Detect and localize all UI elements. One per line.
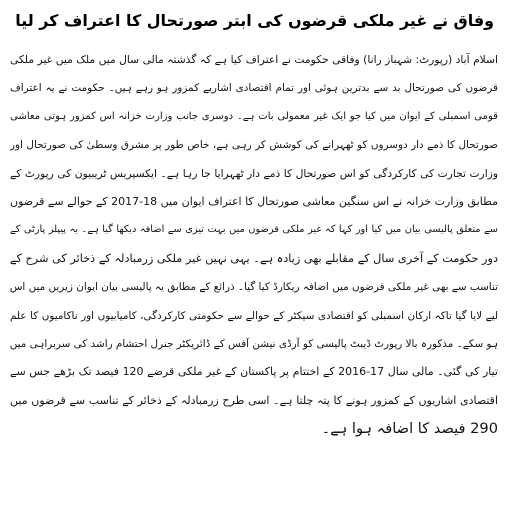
article-body [10,46,498,443]
body-line: سے متعلق پالیسی بیان میں کیا اور کہا کہ غیر ملکی قرضوں میں بہت تیزی سے اضافہ دیکھا گیا ہے۔ یہ پیپلز پارٹی کے [10,224,498,236]
body-line: قومی اسمبلی کے ایوان میں کیا جو ایک غیر معمولی بات ہے۔ دوسری جانب وزارت خزانہ اس کمزور ہوتی معاشی [10,110,498,122]
body-line: 290 فیصد کا اضافہ ہوا ہے۔ [321,420,498,438]
body-line: تیار کی گئی۔ مالی سال 17-2016 کے اختتام پر پاکستان کے غیر ملکی قرضے 120 فیصد تک بڑھے جس سے [10,365,498,379]
body-line: اسلام آباد (رپورٹ: شہباز رانا) وفاقی حکومت نے اعتراف کیا ہے کہ گذشتہ مالی سال میں ملک میں غیر ملکی [10,53,498,66]
body-line: ہو سکے۔ مذکورہ بالا رپورٹ ڈیبٹ پالیسی کو آرڈی نیشن آفس کے ڈائریکٹر جنرل احتشام راشد کی سربراہی میں [10,337,498,350]
body-line: وزارت تجارت کی کارکردگی کو اس صورتحال کا ذمے دار ٹھہرایا جا رہا ہے۔ ایکسپریس ٹریبیون کی رپورٹ کے [10,166,498,180]
body-line: لیے لایا گیا تاکہ ارکان اسمبلی کو اقتصادی سیکٹر کے حوالے سے حکومتی کارکردگی، کامیابیوں اور ناکامیوں کا علم [10,309,498,322]
body-line: قرضوں کی صورتحال بد سے بدترین ہوئی اور تمام اقتصادی اشاریے کمزور ہو رہے ہیں۔ حکومت نے یہ اعتراف [10,82,498,95]
body-line: صورتحال کا ذمے دار دوسروں کو ٹھہرانے کی کوشش کر رہی ہے، خاص طور پر مشرق وسطیٰ کی صورتحال اور [10,139,498,152]
body-line: اقتصادی اشاریوں کے کمزور ہونے کا پتہ چلتا ہے۔ اسی طرح زرمبادلہ کے ذخائر کے تناسب سے قرضوں میں [10,393,498,407]
body-line: دور حکومت کے آخری سال کے مقابلے بھی زیادہ ہے۔ یہی نہیں غیر ملکی زرمبادلہ کے ذخائر کی شرح کے [10,251,498,265]
body-line: تناسب سے بھی غیر ملکی قرضوں میں اضافہ ریکارڈ کیا گیا۔ ذرائع کے مطابق یہ پالیسی بیان ایوان زیریں میں اس [10,281,498,294]
body-line: مطابق وزارت خزانہ نے اس سنگین معاشی صورتحال کا اعتراف ایوان میں 18-2017 کے حوالے سے قرضوں [10,194,498,208]
article-headline: وفاق نے غیر ملکی قرضوں کی ابتر صورتحال کا اعتراف کر لیا [15,11,494,30]
